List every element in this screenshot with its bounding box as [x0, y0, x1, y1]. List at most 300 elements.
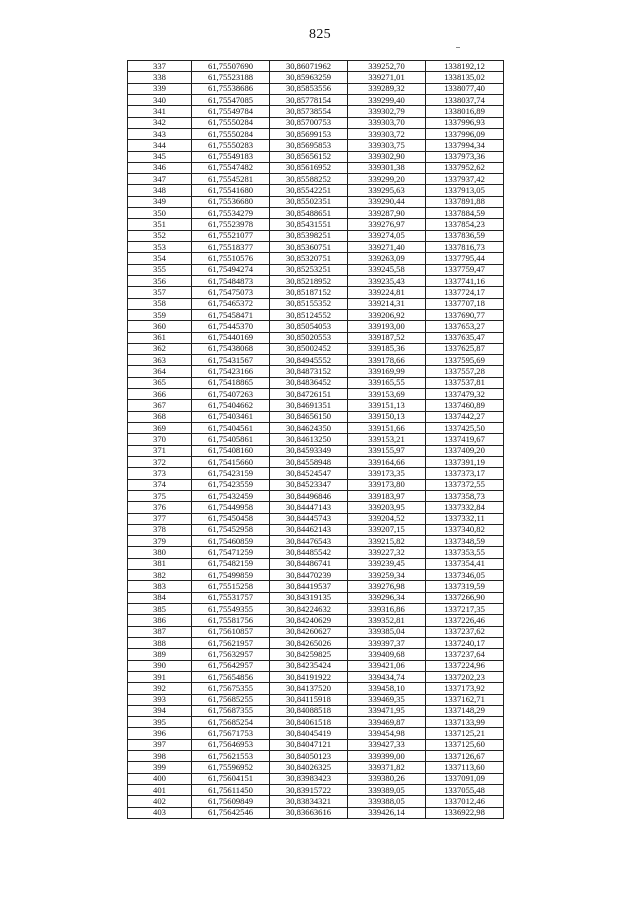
- latitude-cell: 61,75621553: [192, 751, 270, 762]
- table-row: [128, 683, 504, 694]
- longitude-cell: 30,85155352: [270, 298, 348, 309]
- y-coordinate-cell: 1337055,48: [426, 785, 504, 796]
- y-coordinate-cell: 1337162,71: [426, 694, 504, 705]
- x-coordinate-cell: 339289,32: [348, 83, 426, 94]
- table-row: [128, 219, 504, 230]
- longitude-cell: 30,85398251: [270, 230, 348, 241]
- point-number-cell: 351: [128, 219, 192, 230]
- y-coordinate-cell: 1337442,27: [426, 411, 504, 422]
- y-coordinate-cell: 1337224,96: [426, 660, 504, 671]
- longitude-cell: 30,84447143: [270, 502, 348, 513]
- latitude-cell: 61,75581756: [192, 615, 270, 626]
- x-coordinate-cell: 339426,14: [348, 807, 426, 818]
- latitude-cell: 61,75675355: [192, 683, 270, 694]
- y-coordinate-cell: 1337240,17: [426, 637, 504, 648]
- longitude-cell: 30,84265026: [270, 637, 348, 648]
- point-number-cell: 390: [128, 660, 192, 671]
- longitude-cell: 30,84319135: [270, 592, 348, 603]
- longitude-cell: 30,85320751: [270, 253, 348, 264]
- y-coordinate-cell: 1337537,81: [426, 377, 504, 388]
- x-coordinate-cell: 339165,55: [348, 377, 426, 388]
- x-coordinate-cell: 339316,86: [348, 604, 426, 615]
- point-number-cell: 370: [128, 434, 192, 445]
- y-coordinate-cell: 1337419,67: [426, 434, 504, 445]
- table-row: [128, 355, 504, 366]
- latitude-cell: 61,75452958: [192, 524, 270, 535]
- longitude-cell: 30,85187152: [270, 287, 348, 298]
- y-coordinate-cell: 1337332,11: [426, 513, 504, 524]
- y-coordinate-cell: 1337012,46: [426, 796, 504, 807]
- y-coordinate-cell: 1337994,34: [426, 140, 504, 151]
- x-coordinate-cell: 339287,90: [348, 208, 426, 219]
- longitude-cell: 30,84462143: [270, 524, 348, 535]
- point-number-cell: 397: [128, 739, 192, 750]
- table-row: [128, 694, 504, 705]
- longitude-cell: 30,83663616: [270, 807, 348, 818]
- table-row: [128, 366, 504, 377]
- latitude-cell: 61,75423159: [192, 468, 270, 479]
- longitude-cell: 30,85253251: [270, 264, 348, 275]
- table-row: [128, 151, 504, 162]
- x-coordinate-cell: 339203,95: [348, 502, 426, 513]
- latitude-cell: 61,75550284: [192, 117, 270, 128]
- latitude-cell: 61,75465372: [192, 298, 270, 309]
- point-number-cell: 363: [128, 355, 192, 366]
- table-row: [128, 94, 504, 105]
- point-number-cell: 374: [128, 479, 192, 490]
- longitude-cell: 30,84523347: [270, 479, 348, 490]
- y-coordinate-cell: 1337595,69: [426, 355, 504, 366]
- table-row: [128, 456, 504, 467]
- x-coordinate-cell: 339185,36: [348, 343, 426, 354]
- y-coordinate-cell: 1337884,59: [426, 208, 504, 219]
- longitude-cell: 30,84047121: [270, 739, 348, 750]
- table-row: [128, 434, 504, 445]
- y-coordinate-cell: 1337353,55: [426, 547, 504, 558]
- x-coordinate-cell: 339454,98: [348, 728, 426, 739]
- longitude-cell: 30,85488651: [270, 208, 348, 219]
- x-coordinate-cell: 339427,33: [348, 739, 426, 750]
- latitude-cell: 61,75445370: [192, 321, 270, 332]
- point-number-cell: 388: [128, 637, 192, 648]
- y-coordinate-cell: 1338037,74: [426, 94, 504, 105]
- table-row: [128, 671, 504, 682]
- point-number-cell: 344: [128, 140, 192, 151]
- longitude-cell: 30,84656150: [270, 411, 348, 422]
- table-row: [128, 106, 504, 117]
- y-coordinate-cell: 1338192,12: [426, 61, 504, 72]
- x-coordinate-cell: 339421,06: [348, 660, 426, 671]
- x-coordinate-cell: 339271,40: [348, 242, 426, 253]
- table-row: [128, 705, 504, 716]
- latitude-cell: 61,75438068: [192, 343, 270, 354]
- x-coordinate-cell: 339469,87: [348, 717, 426, 728]
- point-number-cell: 396: [128, 728, 192, 739]
- latitude-cell: 61,75418865: [192, 377, 270, 388]
- x-coordinate-cell: 339276,97: [348, 219, 426, 230]
- x-coordinate-cell: 339178,66: [348, 355, 426, 366]
- x-coordinate-cell: 339151,66: [348, 423, 426, 434]
- table-body: [128, 61, 504, 819]
- point-number-cell: 384: [128, 592, 192, 603]
- point-number-cell: 369: [128, 423, 192, 434]
- point-number-cell: 391: [128, 671, 192, 682]
- table-row: [128, 253, 504, 264]
- y-coordinate-cell: 1337996,93: [426, 117, 504, 128]
- point-number-cell: 386: [128, 615, 192, 626]
- table-row: [128, 208, 504, 219]
- longitude-cell: 30,84496846: [270, 490, 348, 501]
- longitude-cell: 30,85853556: [270, 83, 348, 94]
- table-row: [128, 536, 504, 547]
- point-number-cell: 361: [128, 332, 192, 343]
- y-coordinate-cell: 1337816,73: [426, 242, 504, 253]
- longitude-cell: 30,84088518: [270, 705, 348, 716]
- y-coordinate-cell: 1337217,35: [426, 604, 504, 615]
- latitude-cell: 61,75450458: [192, 513, 270, 524]
- latitude-cell: 61,75499859: [192, 570, 270, 581]
- x-coordinate-cell: 339301,38: [348, 162, 426, 173]
- longitude-cell: 30,85360751: [270, 242, 348, 253]
- x-coordinate-cell: 339169,99: [348, 366, 426, 377]
- longitude-cell: 30,85020553: [270, 332, 348, 343]
- longitude-cell: 30,84485542: [270, 547, 348, 558]
- table-row: [128, 468, 504, 479]
- table-row: [128, 309, 504, 320]
- point-number-cell: 400: [128, 773, 192, 784]
- table-row: [128, 162, 504, 173]
- latitude-cell: 61,75415660: [192, 456, 270, 467]
- table-row: [128, 717, 504, 728]
- y-coordinate-cell: 1337854,23: [426, 219, 504, 230]
- table-row: [128, 423, 504, 434]
- x-coordinate-cell: 339271,01: [348, 72, 426, 83]
- table-row: [128, 592, 504, 603]
- longitude-cell: 30,84026325: [270, 762, 348, 773]
- longitude-cell: 30,84486741: [270, 558, 348, 569]
- x-coordinate-cell: 339245,58: [348, 264, 426, 275]
- point-number-cell: 357: [128, 287, 192, 298]
- longitude-cell: 30,85218952: [270, 275, 348, 286]
- latitude-cell: 61,75408160: [192, 445, 270, 456]
- table-row: [128, 83, 504, 94]
- y-coordinate-cell: 1337173,92: [426, 683, 504, 694]
- latitude-cell: 61,75475073: [192, 287, 270, 298]
- longitude-cell: 30,84061518: [270, 717, 348, 728]
- table-row: [128, 389, 504, 400]
- latitude-cell: 61,75431567: [192, 355, 270, 366]
- latitude-cell: 61,75432459: [192, 490, 270, 501]
- latitude-cell: 61,75536680: [192, 196, 270, 207]
- latitude-cell: 61,75549355: [192, 604, 270, 615]
- table-row: [128, 660, 504, 671]
- longitude-cell: 30,85542251: [270, 185, 348, 196]
- latitude-cell: 61,75404561: [192, 423, 270, 434]
- x-coordinate-cell: 339259,34: [348, 570, 426, 581]
- longitude-cell: 30,84613250: [270, 434, 348, 445]
- y-coordinate-cell: 1337891,88: [426, 196, 504, 207]
- latitude-cell: 61,75518377: [192, 242, 270, 253]
- point-number-cell: 378: [128, 524, 192, 535]
- x-coordinate-cell: 339214,31: [348, 298, 426, 309]
- point-number-cell: 354: [128, 253, 192, 264]
- point-number-cell: 398: [128, 751, 192, 762]
- y-coordinate-cell: 1337409,20: [426, 445, 504, 456]
- x-coordinate-cell: 339263,09: [348, 253, 426, 264]
- longitude-cell: 30,84691351: [270, 400, 348, 411]
- latitude-cell: 61,75642546: [192, 807, 270, 818]
- latitude-cell: 61,75482159: [192, 558, 270, 569]
- point-number-cell: 366: [128, 389, 192, 400]
- longitude-cell: 30,84524547: [270, 468, 348, 479]
- longitude-cell: 30,84260627: [270, 626, 348, 637]
- x-coordinate-cell: 339389,05: [348, 785, 426, 796]
- y-coordinate-cell: 1337759,47: [426, 264, 504, 275]
- table-row: [128, 140, 504, 151]
- x-coordinate-cell: 339409,68: [348, 649, 426, 660]
- point-number-cell: 347: [128, 174, 192, 185]
- point-number-cell: 394: [128, 705, 192, 716]
- longitude-cell: 30,85699153: [270, 128, 348, 139]
- y-coordinate-cell: 1337425,50: [426, 423, 504, 434]
- longitude-cell: 30,83983423: [270, 773, 348, 784]
- longitude-cell: 30,84045419: [270, 728, 348, 739]
- x-coordinate-cell: 339458,10: [348, 683, 426, 694]
- y-coordinate-cell: 1337113,60: [426, 762, 504, 773]
- y-coordinate-cell: 1337557,28: [426, 366, 504, 377]
- y-coordinate-cell: 1337724,17: [426, 287, 504, 298]
- point-number-cell: 337: [128, 61, 192, 72]
- x-coordinate-cell: 339434,74: [348, 671, 426, 682]
- table-row: [128, 490, 504, 501]
- y-coordinate-cell: 1337937,42: [426, 174, 504, 185]
- y-coordinate-cell: 1337625,87: [426, 343, 504, 354]
- table-row: [128, 196, 504, 207]
- y-coordinate-cell: 1337266,90: [426, 592, 504, 603]
- table-row: [128, 807, 504, 818]
- point-number-cell: 380: [128, 547, 192, 558]
- x-coordinate-cell: 339252,70: [348, 61, 426, 72]
- point-number-cell: 355: [128, 264, 192, 275]
- table-row: [128, 321, 504, 332]
- longitude-cell: 30,84191922: [270, 671, 348, 682]
- point-number-cell: 392: [128, 683, 192, 694]
- longitude-cell: 30,85778154: [270, 94, 348, 105]
- point-number-cell: 395: [128, 717, 192, 728]
- point-number-cell: 341: [128, 106, 192, 117]
- latitude-cell: 61,75685255: [192, 694, 270, 705]
- latitude-cell: 61,75671753: [192, 728, 270, 739]
- coordinates-table: [127, 60, 504, 819]
- table-row: [128, 343, 504, 354]
- longitude-cell: 30,84137520: [270, 683, 348, 694]
- y-coordinate-cell: 1337340,82: [426, 524, 504, 535]
- table-row: [128, 377, 504, 388]
- y-coordinate-cell: 1337479,32: [426, 389, 504, 400]
- longitude-cell: 30,83834321: [270, 796, 348, 807]
- latitude-cell: 61,75654856: [192, 671, 270, 682]
- x-coordinate-cell: 339302,79: [348, 106, 426, 117]
- y-coordinate-cell: 1337354,41: [426, 558, 504, 569]
- x-coordinate-cell: 339371,82: [348, 762, 426, 773]
- latitude-cell: 61,75515258: [192, 581, 270, 592]
- longitude-cell: 30,84624350: [270, 423, 348, 434]
- y-coordinate-cell: 1337795,44: [426, 253, 504, 264]
- table-row: [128, 762, 504, 773]
- longitude-cell: 30,85502351: [270, 196, 348, 207]
- x-coordinate-cell: 339397,37: [348, 637, 426, 648]
- longitude-cell: 30,84445743: [270, 513, 348, 524]
- x-coordinate-cell: 339153,21: [348, 434, 426, 445]
- x-coordinate-cell: 339150,13: [348, 411, 426, 422]
- table-row: [128, 332, 504, 343]
- point-number-cell: 385: [128, 604, 192, 615]
- x-coordinate-cell: 339224,81: [348, 287, 426, 298]
- latitude-cell: 61,75423166: [192, 366, 270, 377]
- longitude-cell: 30,85124552: [270, 309, 348, 320]
- latitude-cell: 61,75523188: [192, 72, 270, 83]
- x-coordinate-cell: 339193,00: [348, 321, 426, 332]
- table-row: [128, 174, 504, 185]
- latitude-cell: 61,75460859: [192, 536, 270, 547]
- y-coordinate-cell: 1337348,59: [426, 536, 504, 547]
- table-row: [128, 513, 504, 524]
- x-coordinate-cell: 339299,40: [348, 94, 426, 105]
- point-number-cell: 349: [128, 196, 192, 207]
- table-row: [128, 230, 504, 241]
- point-number-cell: 356: [128, 275, 192, 286]
- table-row: [128, 796, 504, 807]
- table-row: [128, 581, 504, 592]
- table-row: [128, 728, 504, 739]
- longitude-cell: 30,85002452: [270, 343, 348, 354]
- table-row: [128, 411, 504, 422]
- latitude-cell: 61,75550284: [192, 128, 270, 139]
- longitude-cell: 30,85695853: [270, 140, 348, 151]
- y-coordinate-cell: 1337125,21: [426, 728, 504, 739]
- table-row: [128, 570, 504, 581]
- latitude-cell: 61,75510576: [192, 253, 270, 264]
- y-coordinate-cell: 1337952,62: [426, 162, 504, 173]
- point-number-cell: 403: [128, 807, 192, 818]
- longitude-cell: 30,84235424: [270, 660, 348, 671]
- y-coordinate-cell: 1337996,09: [426, 128, 504, 139]
- y-coordinate-cell: 1337372,55: [426, 479, 504, 490]
- longitude-cell: 30,86071962: [270, 61, 348, 72]
- longitude-cell: 30,85431551: [270, 219, 348, 230]
- x-coordinate-cell: 339204,52: [348, 513, 426, 524]
- x-coordinate-cell: 339399,00: [348, 751, 426, 762]
- longitude-cell: 30,84558948: [270, 456, 348, 467]
- x-coordinate-cell: 339274,05: [348, 230, 426, 241]
- x-coordinate-cell: 339469,35: [348, 694, 426, 705]
- latitude-cell: 61,75403461: [192, 411, 270, 422]
- latitude-cell: 61,75685254: [192, 717, 270, 728]
- table-row: [128, 61, 504, 72]
- table-row: [128, 117, 504, 128]
- table-row: [128, 275, 504, 286]
- x-coordinate-cell: 339187,52: [348, 332, 426, 343]
- x-coordinate-cell: 339227,32: [348, 547, 426, 558]
- y-coordinate-cell: 1337707,18: [426, 298, 504, 309]
- longitude-cell: 30,84470239: [270, 570, 348, 581]
- table-row: [128, 502, 504, 513]
- point-number-cell: 381: [128, 558, 192, 569]
- table-row: [128, 604, 504, 615]
- latitude-cell: 61,75538686: [192, 83, 270, 94]
- latitude-cell: 61,75621957: [192, 637, 270, 648]
- latitude-cell: 61,75596952: [192, 762, 270, 773]
- x-coordinate-cell: 339183,97: [348, 490, 426, 501]
- latitude-cell: 61,75484873: [192, 275, 270, 286]
- point-number-cell: 376: [128, 502, 192, 513]
- x-coordinate-cell: 339155,97: [348, 445, 426, 456]
- y-coordinate-cell: 1337373,17: [426, 468, 504, 479]
- x-coordinate-cell: 339299,20: [348, 174, 426, 185]
- longitude-cell: 30,84726151: [270, 389, 348, 400]
- latitude-cell: 61,75423559: [192, 479, 270, 490]
- x-coordinate-cell: 339215,82: [348, 536, 426, 547]
- x-coordinate-cell: 339303,70: [348, 117, 426, 128]
- x-coordinate-cell: 339388,05: [348, 796, 426, 807]
- x-coordinate-cell: 339290,44: [348, 196, 426, 207]
- latitude-cell: 61,75545281: [192, 174, 270, 185]
- latitude-cell: 61,75449958: [192, 502, 270, 513]
- longitude-cell: 30,85700753: [270, 117, 348, 128]
- point-number-cell: 402: [128, 796, 192, 807]
- longitude-cell: 30,85616952: [270, 162, 348, 173]
- point-number-cell: 346: [128, 162, 192, 173]
- point-number-cell: 373: [128, 468, 192, 479]
- latitude-cell: 61,75687355: [192, 705, 270, 716]
- latitude-cell: 61,75646953: [192, 739, 270, 750]
- x-coordinate-cell: 339164,66: [348, 456, 426, 467]
- longitude-cell: 30,83915722: [270, 785, 348, 796]
- table-row: [128, 400, 504, 411]
- y-coordinate-cell: 1337358,73: [426, 490, 504, 501]
- point-number-cell: 371: [128, 445, 192, 456]
- table-row: [128, 445, 504, 456]
- x-coordinate-cell: 339153,69: [348, 389, 426, 400]
- y-coordinate-cell: 1337125,60: [426, 739, 504, 750]
- point-number-cell: 352: [128, 230, 192, 241]
- latitude-cell: 61,75550283: [192, 140, 270, 151]
- latitude-cell: 61,75549784: [192, 106, 270, 117]
- point-number-cell: 345: [128, 151, 192, 162]
- table-row: [128, 626, 504, 637]
- longitude-cell: 30,84224632: [270, 604, 348, 615]
- x-coordinate-cell: 339380,26: [348, 773, 426, 784]
- x-coordinate-cell: 339352,81: [348, 615, 426, 626]
- point-number-cell: 364: [128, 366, 192, 377]
- latitude-cell: 61,75405861: [192, 434, 270, 445]
- longitude-cell: 30,84593349: [270, 445, 348, 456]
- longitude-cell: 30,84836452: [270, 377, 348, 388]
- longitude-cell: 30,85588252: [270, 174, 348, 185]
- point-number-cell: 382: [128, 570, 192, 581]
- y-coordinate-cell: 1337836,59: [426, 230, 504, 241]
- latitude-cell: 61,75632957: [192, 649, 270, 660]
- latitude-cell: 61,75534279: [192, 208, 270, 219]
- y-coordinate-cell: 1337133,99: [426, 717, 504, 728]
- y-coordinate-cell: 1337237,62: [426, 626, 504, 637]
- y-coordinate-cell: 1337635,47: [426, 332, 504, 343]
- latitude-cell: 61,75507690: [192, 61, 270, 72]
- point-number-cell: 353: [128, 242, 192, 253]
- longitude-cell: 30,84419537: [270, 581, 348, 592]
- longitude-cell: 30,84240629: [270, 615, 348, 626]
- table-row: [128, 615, 504, 626]
